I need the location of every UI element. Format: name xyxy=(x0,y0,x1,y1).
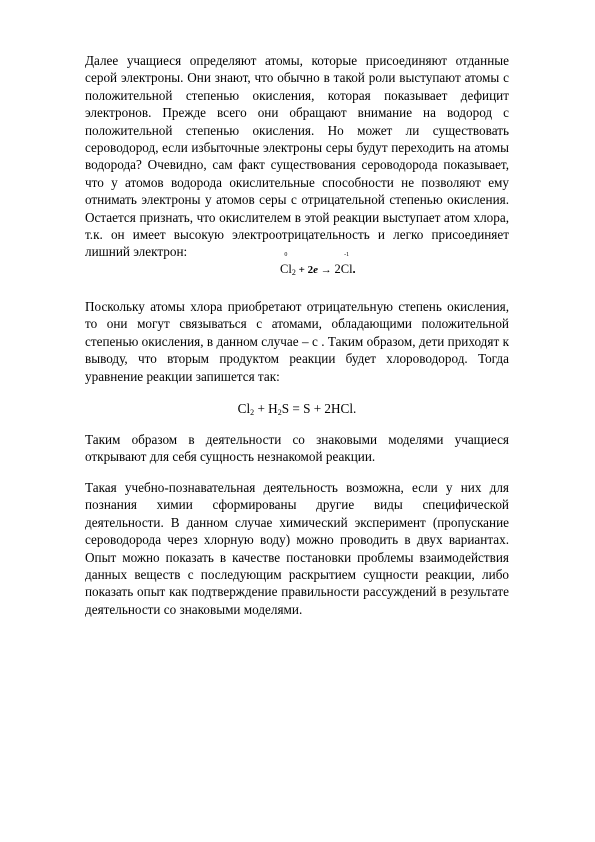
paragraph-2: Поскольку атомы хлора приобретают отрицательную степень окисления, то они могут связываться с атомами, обладающими положительной степенью окисления, в данном случае – с . Таким образом, дети приходят к выводу, что вторым продуктом реакции будет хлороводород. Тогда уравнение реакции запишется так: xyxy=(85,299,509,384)
equation-2: $Cl_2 + H_2S = S + 2HCl$. xyxy=(237,401,357,417)
chlorine-oxidation-state-left: 0 Cl xyxy=(280,252,292,276)
paragraph-4: Такая учебно-познавательная деятельность возможна, если у них для познания химии сформированы другие виды специфической деятельности. В данном случае химический эксперимент (пропускание сероводорода через хлорную воду) можно проводить в двух вариантах. Опыт можно показать в качестве постановки проблемы взаимодействия данных веществ с последующим раскрытием сущности реакции, либо показать опыт как подтверждение правильности рассуждений в результате деятельности со знаковыми моделями. xyxy=(85,480,509,617)
chlorine-oxidation-state-right: -1 Cl xyxy=(340,252,353,276)
paragraph-1: Далее учащиеся определяют атомы, которые присоединяют отданные серой электроны. Они знают, что обычно в такой роли выступают атомы с положительной степенью окисления, которая показывает дефицит электронов. Прежде всего они обращают внимание на водород с положительной степенью окисления. Но может ли существовать сероводород, если избыточные электроны серы будут переходить на атомы водорода? Очевидно, сам факт существования сероводорода показывает, что у атомов водорода окислительные способности не позволяют ему отнимать электроны у атомов серы с отрицательной степенью окисления. Остается признать, что окислителем в этой реакции выступает атом хлора, т.к. он имеет высокую электроотрицательность и легко присоединяет лишний электрон: xyxy=(85,53,509,260)
paragraph-3: Таким образом в деятельности со знаковыми моделями учащиеся открывают для себя сущность незнакомой реакции. xyxy=(85,432,509,465)
equation-1: 0 $Cl_2 + 2e \to 2$ -1 Cl. xyxy=(280,259,356,283)
equation-chlorine-reduction xyxy=(0,252,595,279)
